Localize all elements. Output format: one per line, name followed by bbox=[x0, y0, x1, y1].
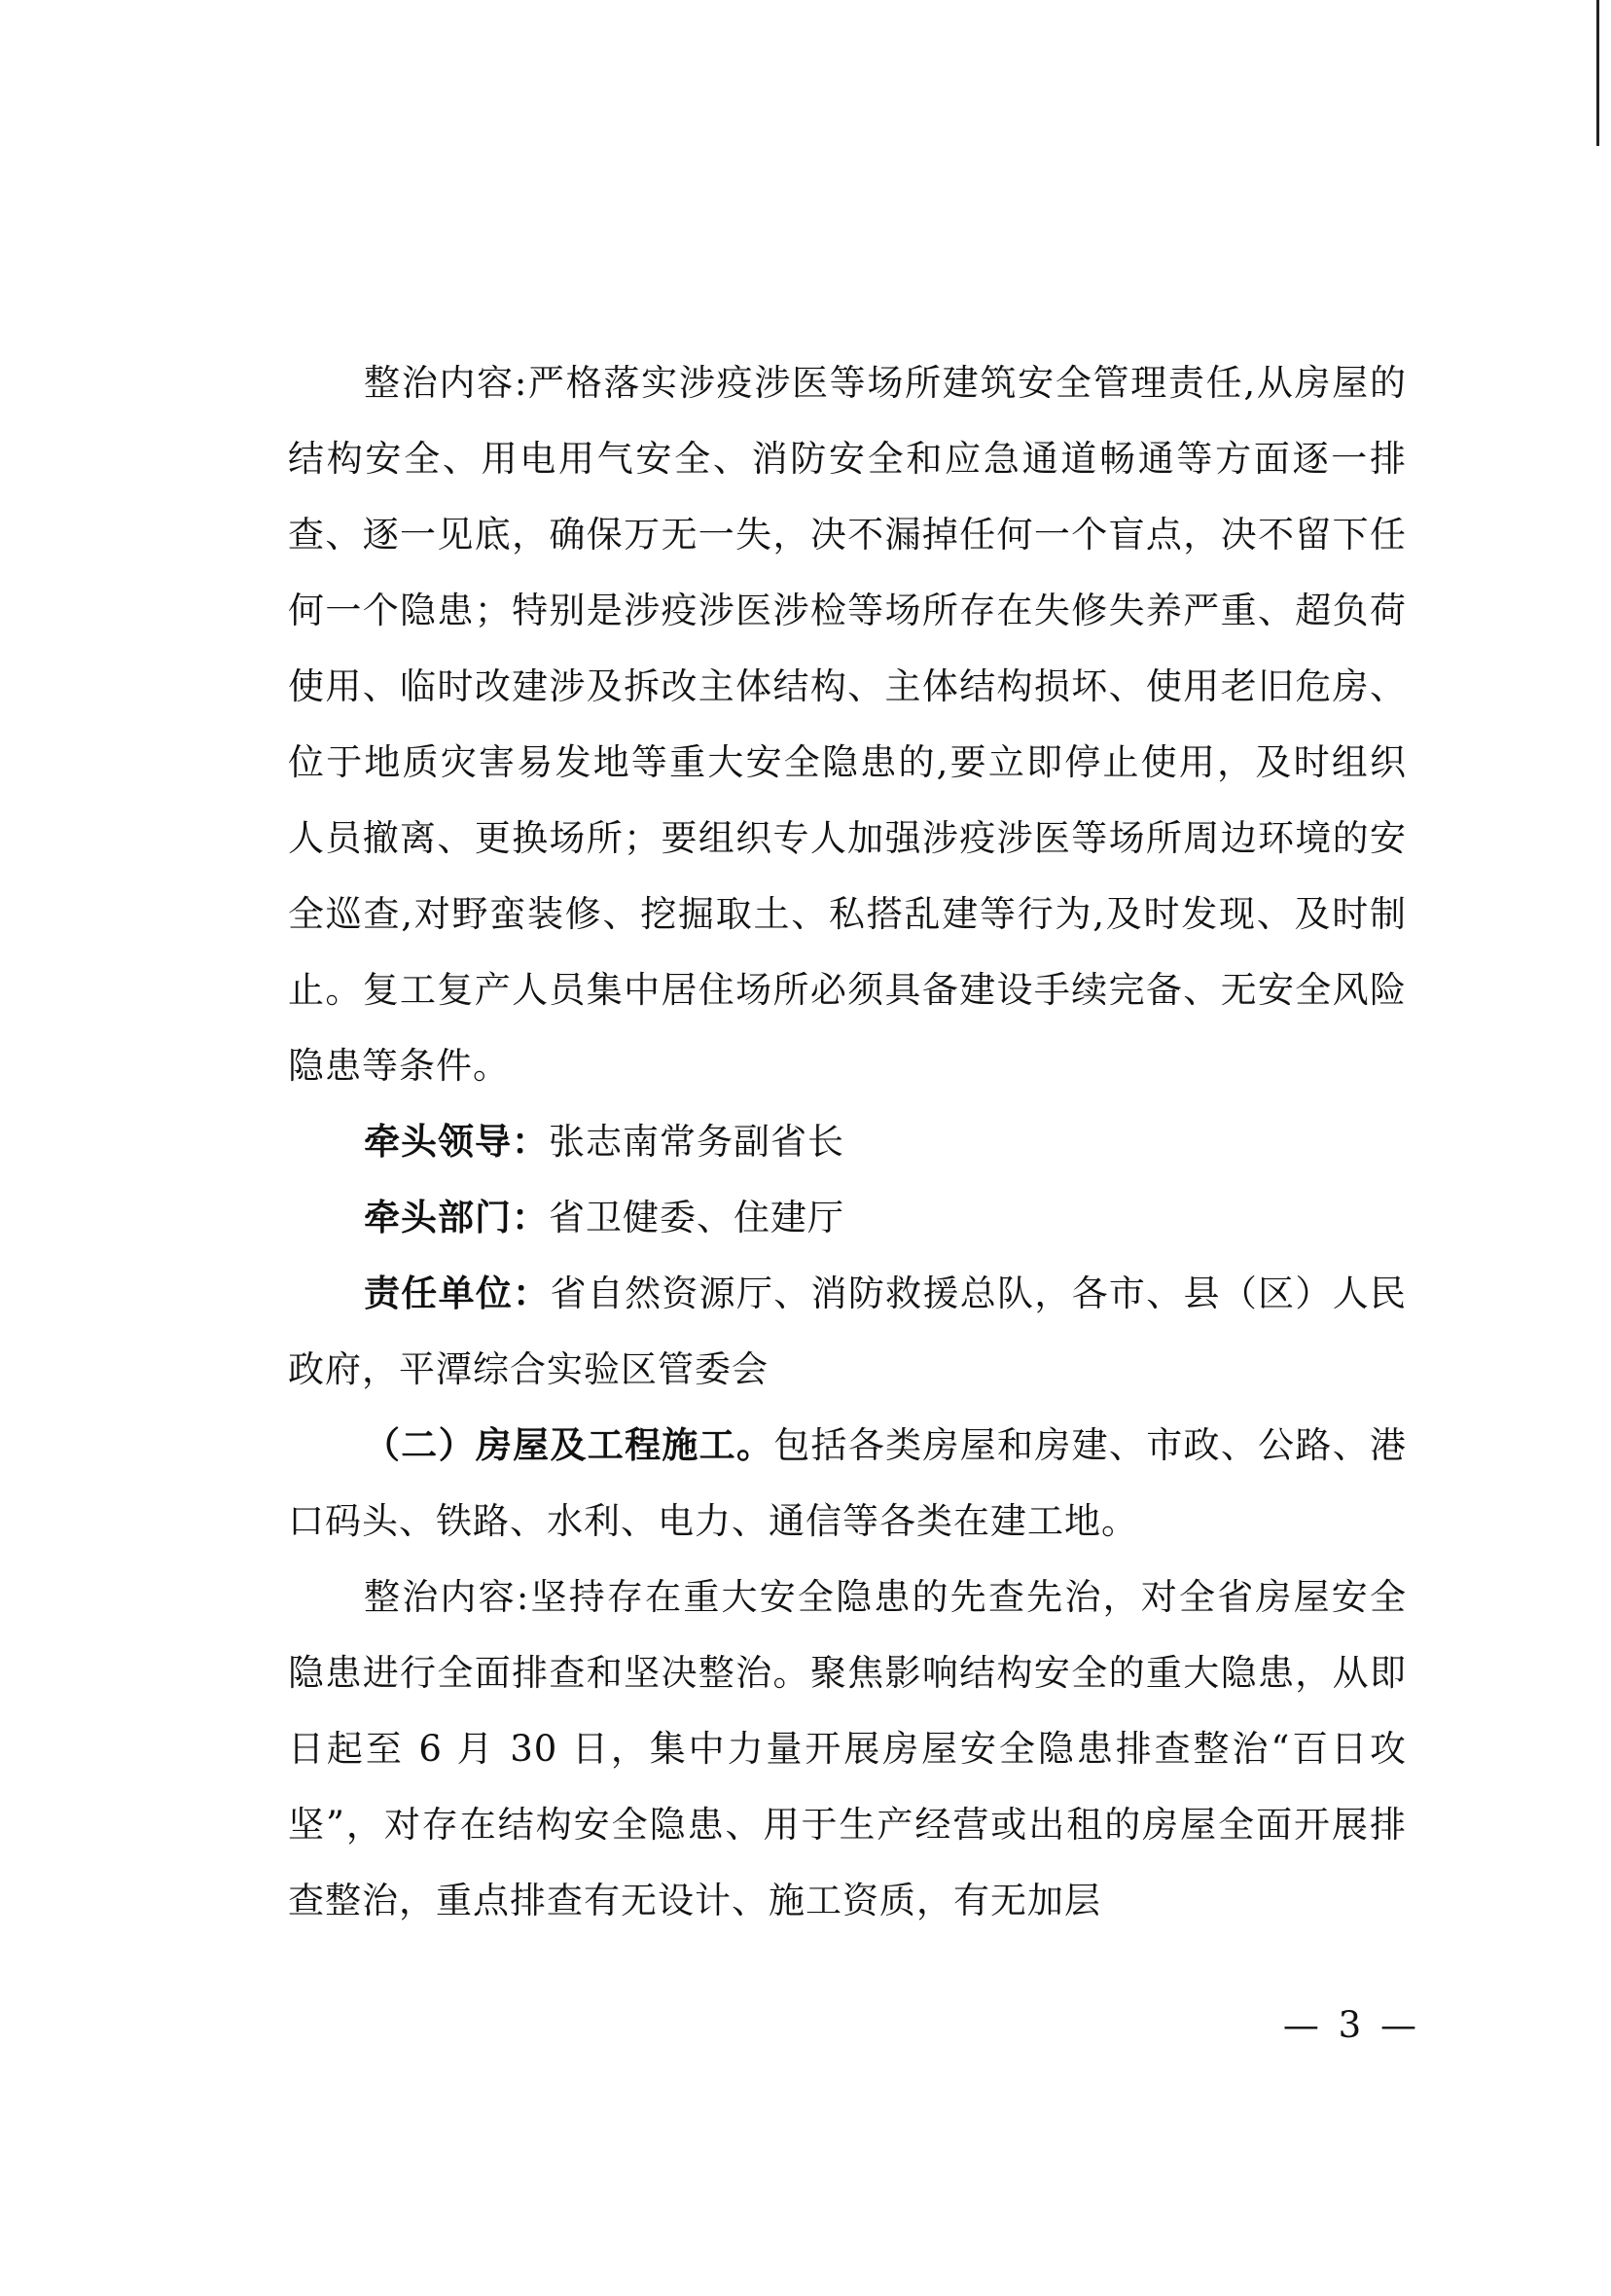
section-heading-housing: （二）房屋及工程施工。 bbox=[364, 1424, 774, 1466]
page-number: — 3 — bbox=[1282, 2004, 1420, 2046]
text-responsible-units: 省自然资源厅、消防救援总队，各市、县（区）人民政府，平潭综合实验区管委会 bbox=[288, 1273, 1408, 1390]
text-section-2: 包括各类房屋和房建、市政、公路、港口码头、铁路、水利、电力、通信等各类在建工地。 bbox=[288, 1424, 1408, 1542]
paragraph-remediation-content-2 bbox=[288, 1560, 1407, 1939]
paragraph-responsible-units bbox=[288, 1256, 1407, 1408]
label-lead-leader: 牵头领导： bbox=[364, 1121, 549, 1163]
text-remediation-content: 严格落实涉疫涉医等场所建筑安全管理责任,从房屋的结构安全、用电用气安全、消防安全和应急通道畅通等方面逐一排查、逐一见底，确保万无一失，决不漏掉任何一个盲点，决不留下任何一个隐患；特别是涉疫涉医涉检等场所存在失修失养严重、超负荷使用、临时改建涉及拆改主体结构、主体结构损坏、使用老旧危房、位于地质灾害易发地等重大安全隐患的,要立即停止使用，及时组织人员撤离、更换场所；要组织专人加强涉疫涉医等场所周边环境的安全巡查,对野蛮装修、挖掘取土、私搭乱建等行为,及时发现、及时制止。复工复产人员集中居住场所必须具备建设手续完备、无安全风险隐患等条件。 bbox=[288, 362, 1407, 1087]
paragraph-lead-department bbox=[288, 1180, 1407, 1256]
body-text bbox=[288, 345, 1407, 1939]
text-remediation-content-2: 坚持存在重大安全隐患的先查先治，对全省房屋安全隐患进行全面排查和坚决整治。聚焦影响结构安全的重大隐患，从即日起至 6 月 30 日，集中力量开展房屋安全隐患排查整治“百日攻坚”，对存在结构安全隐患、用于生产经营或出租的房屋全面开展排查整治，重点排查有无设计、施工资质，有无加层 bbox=[288, 1576, 1408, 1921]
text-lead-department: 省卫健委、住建厅 bbox=[549, 1197, 844, 1238]
paragraph-remediation-content-1 bbox=[288, 345, 1407, 1104]
scan-edge-line bbox=[1596, 0, 1599, 146]
label-lead-department: 牵头部门： bbox=[364, 1197, 549, 1238]
paragraph-lead-leader bbox=[288, 1104, 1407, 1180]
paragraph-section-2 bbox=[288, 1408, 1407, 1560]
text-lead-leader: 张志南常务副省长 bbox=[549, 1121, 844, 1163]
label-responsible-units: 责任单位： bbox=[364, 1273, 551, 1314]
label-remediation-content-2: 整治内容: bbox=[364, 1576, 530, 1618]
label-remediation-content: 整治内容: bbox=[364, 362, 528, 404]
